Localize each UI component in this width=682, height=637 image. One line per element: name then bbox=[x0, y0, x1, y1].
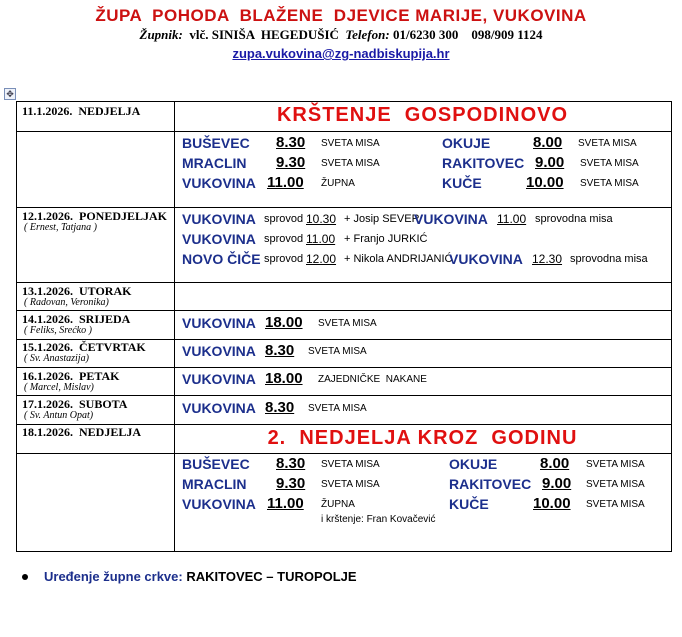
phone-label: Telefon: bbox=[345, 27, 390, 42]
fri-place: VUKOVINA bbox=[182, 371, 256, 387]
mon-time: 11.00 bbox=[306, 232, 336, 246]
mon-pre: sprovod bbox=[264, 213, 304, 225]
s2-place: RAKITOVEC bbox=[449, 476, 532, 492]
monday-saints: ( Ernest, Tatjana ) bbox=[24, 222, 97, 233]
s1-desc: SVETA MISA bbox=[321, 138, 380, 149]
s2-time: 10.00 bbox=[533, 495, 571, 512]
wednesday-saints: ( Feliks, Srećko ) bbox=[24, 325, 92, 336]
thursday-date: 15.1.2026. ČETVRTAK bbox=[22, 340, 146, 354]
pastor-label: Župnik: bbox=[139, 27, 183, 42]
sat-place: VUKOVINA bbox=[182, 400, 256, 416]
fri-desc: ZAJEDNIČKE NAKANE bbox=[318, 374, 427, 385]
s1-place: KUČE bbox=[442, 175, 482, 191]
mon-place: VUKOVINA bbox=[182, 211, 256, 227]
s2-place: VUKOVINA bbox=[182, 496, 256, 512]
table-move-handle-icon[interactable]: ✥ bbox=[4, 88, 16, 100]
saturday-saints: ( Sv. Antun Opat) bbox=[24, 410, 94, 421]
mon-place: VUKOVINA bbox=[182, 231, 256, 247]
mon-pre: sprovod bbox=[264, 233, 304, 245]
s1-time: 8.30 bbox=[276, 134, 306, 151]
s2-desc: SVETA MISA bbox=[321, 459, 380, 470]
section2-date: 18.1.2026. NEDJELJA bbox=[22, 425, 142, 439]
wednesday-date: 14.1.2026. SRIJEDA bbox=[22, 312, 131, 326]
s2-place: OKUJE bbox=[449, 456, 498, 472]
thu-place: VUKOVINA bbox=[182, 343, 256, 359]
friday-date: 16.1.2026. PETAK bbox=[22, 369, 120, 383]
s2-desc: ŽUPNA bbox=[321, 499, 355, 510]
mon-place2: VUKOVINA bbox=[449, 251, 523, 267]
mon-place2: VUKOVINA bbox=[414, 211, 488, 227]
footer-note bbox=[44, 569, 357, 584]
mon-time: 12.00 bbox=[306, 252, 337, 266]
footer-label: Uređenje župne crkve: bbox=[44, 569, 183, 584]
s2-time: 8.30 bbox=[276, 455, 306, 472]
mon-place: NOVO ČIČE bbox=[182, 251, 261, 267]
fri-time: 18.00 bbox=[265, 370, 303, 387]
s1-time: 9.30 bbox=[276, 154, 306, 171]
row-divider bbox=[17, 367, 671, 368]
wed-time: 18.00 bbox=[265, 314, 303, 331]
s1-desc: SVETA MISA bbox=[578, 138, 637, 149]
s2-time: 11.00 bbox=[267, 495, 304, 512]
s1-place: BUŠEVEC bbox=[182, 135, 250, 151]
thu-time: 8.30 bbox=[265, 342, 295, 359]
s1-desc: ŽUPNA bbox=[321, 178, 355, 189]
mon-post: + Nikola ANDRIJANIĆ bbox=[344, 253, 453, 265]
footer-value: RAKITOVEC – TUROPOLJE bbox=[186, 569, 357, 584]
s2-desc: SVETA MISA bbox=[586, 459, 645, 470]
row-divider bbox=[17, 207, 671, 208]
section1-date: 11.1.2026. NEDJELJA bbox=[22, 104, 141, 118]
s1-place: OKUJE bbox=[442, 135, 491, 151]
s2-time: 8.00 bbox=[540, 455, 570, 472]
tuesday-saints: ( Radovan, Veronika) bbox=[24, 297, 109, 308]
s1-desc: SVETA MISA bbox=[321, 158, 380, 169]
s1-desc: SVETA MISA bbox=[580, 158, 639, 169]
email-link[interactable]: zupa.vukovina@zg-nadbiskupija.hr bbox=[232, 46, 450, 61]
pastor-contact-line bbox=[0, 27, 682, 43]
section2-title: 2. NEDJELJA KROZ GODINU bbox=[267, 427, 578, 449]
row-divider bbox=[17, 453, 671, 454]
mon-post2: sprovodna misa bbox=[535, 213, 613, 225]
s2-place: MRACLIN bbox=[182, 476, 247, 492]
s2-note: i krštenje: Fran Kovačević bbox=[321, 514, 436, 525]
thu-desc: SVETA MISA bbox=[308, 346, 367, 357]
s2-time: 9.30 bbox=[276, 475, 306, 492]
mon-pre: sprovod bbox=[264, 253, 304, 265]
s1-place: RAKITOVEC bbox=[442, 155, 525, 171]
sat-time: 8.30 bbox=[265, 399, 295, 416]
s1-time: 9.00 bbox=[535, 154, 565, 171]
s2-time: 9.00 bbox=[542, 475, 572, 492]
wed-desc: SVETA MISA bbox=[318, 318, 377, 329]
row-divider bbox=[17, 310, 671, 311]
monday-date: 12.1.2026. PONEDJELJAK bbox=[22, 209, 168, 223]
sat-desc: SVETA MISA bbox=[308, 403, 367, 414]
bullet-icon bbox=[22, 574, 28, 580]
s1-place: VUKOVINA bbox=[182, 175, 256, 191]
s1-time: 8.00 bbox=[533, 134, 563, 151]
s2-place: KUČE bbox=[449, 496, 489, 512]
mobile-number: 098/909 1124 bbox=[471, 27, 543, 42]
row-divider bbox=[17, 395, 671, 396]
tuesday-date: 13.1.2026. UTORAK bbox=[22, 284, 132, 298]
s2-desc: SVETA MISA bbox=[586, 499, 645, 510]
s1-place: MRACLIN bbox=[182, 155, 247, 171]
s2-desc: SVETA MISA bbox=[586, 479, 645, 490]
s1-desc: SVETA MISA bbox=[580, 178, 639, 189]
wed-place: VUKOVINA bbox=[182, 315, 256, 331]
thursday-saints: ( Sv. Anastazija) bbox=[24, 353, 89, 364]
s1-time: 11.00 bbox=[267, 174, 304, 191]
pastor-name: vlč. SINIŠA HEGEDUŠIĆ bbox=[189, 27, 339, 42]
mon-post: + Josip SEVER bbox=[344, 213, 420, 225]
row-divider bbox=[17, 131, 671, 132]
s1-time: 10.00 bbox=[526, 174, 564, 191]
mon-time2: 11.00 bbox=[497, 212, 527, 226]
column-divider bbox=[174, 102, 175, 551]
row-divider bbox=[17, 282, 671, 283]
mon-post2: sprovodna misa bbox=[570, 253, 648, 265]
s2-place: BUŠEVEC bbox=[182, 456, 250, 472]
mon-time2: 12.30 bbox=[532, 252, 563, 266]
s2-desc: SVETA MISA bbox=[321, 479, 380, 490]
section1-title: KRŠTENJE GOSPODINOVO bbox=[276, 104, 569, 126]
phone-number: 01/6230 300 bbox=[392, 27, 459, 42]
mon-post: + Franjo JURKIĆ bbox=[344, 233, 428, 245]
mon-time: 10.30 bbox=[306, 212, 337, 226]
friday-saints: ( Marcel, Mislav) bbox=[24, 382, 94, 393]
parish-title: ŽUPA POHODA BLAŽENE DJEVICE MARIJE, VUKOVINA bbox=[95, 6, 587, 25]
saturday-date: 17.1.2026. SUBOTA bbox=[22, 397, 128, 411]
